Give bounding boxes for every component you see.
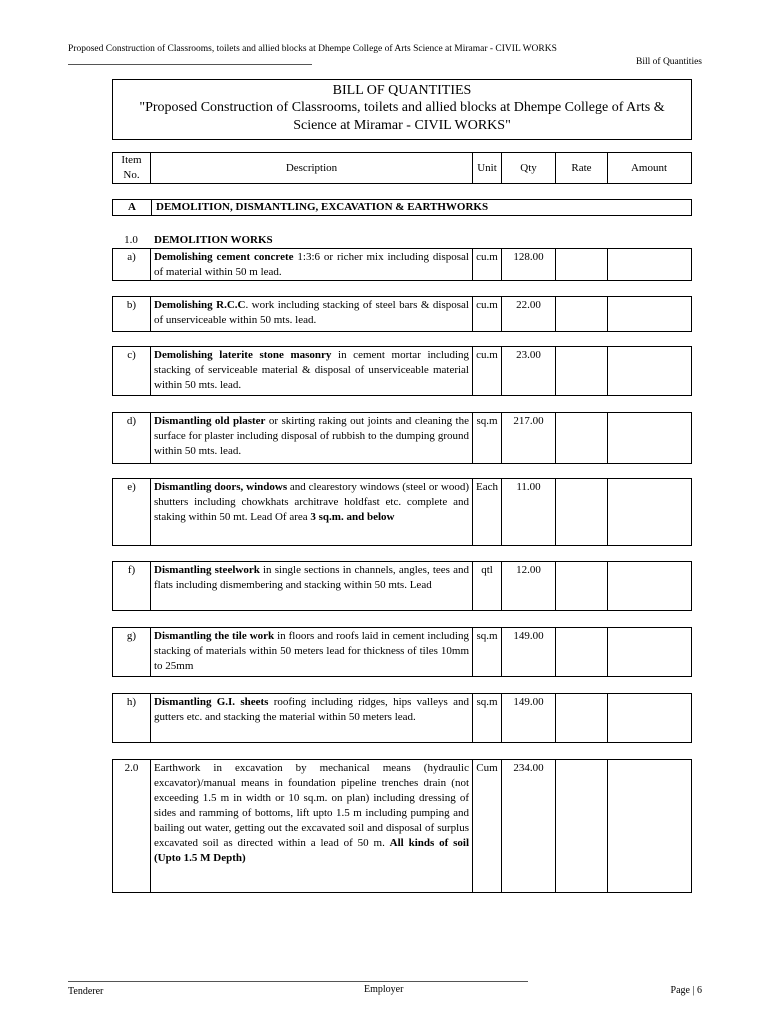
rate-cell (556, 297, 608, 331)
description-cell (151, 413, 473, 463)
table-row (112, 561, 692, 611)
table-row (112, 412, 692, 464)
table-row (112, 478, 692, 546)
column-header-qty: Qty (502, 153, 556, 183)
description-text: in single sections in channels, angles, tees and flats including dismembering and stacking within 50 mts. Lead (154, 564, 469, 591)
description-bold-lead: Dismantling the tile work (154, 630, 275, 642)
table-row (112, 693, 692, 743)
item-number-cell: d) (113, 413, 151, 463)
description-text: and clearestory windows (steel or wood) shutters including chowkhats architrave holdfast etc. complete and staking within 50 mt. Lead Of area (154, 481, 469, 523)
description-text: in cement mortar including stacking of serviceable material & disposal of unserviceable material within 50 mts. lead. (154, 349, 469, 391)
description-bold-lead: Dismantling old plaster (154, 415, 266, 427)
item-number-cell: c) (113, 347, 151, 395)
unit-cell: cu.m (473, 249, 502, 280)
table-row (112, 759, 692, 893)
amount-cell (608, 479, 691, 545)
description-bold-tail: All kinds of soil (Upto 1.5 M Depth) (154, 837, 470, 864)
qty-cell: 217.00 (502, 413, 556, 463)
header-rule (68, 64, 312, 65)
amount-cell (608, 760, 691, 892)
running-header-label: Bill of Quantities (636, 57, 702, 67)
document-title-box (112, 79, 692, 140)
unit-cell: sq.m (473, 628, 502, 676)
unit-cell: cu.m (473, 347, 502, 395)
qty-cell: 22.00 (502, 297, 556, 331)
qty-cell: 128.00 (502, 249, 556, 280)
item-number-cell: e) (113, 479, 151, 545)
description-cell (151, 562, 473, 610)
column-header-description: Description (151, 153, 473, 183)
description-bold-lead: Demolishing cement concrete (154, 251, 294, 263)
item-number-cell: a) (113, 249, 151, 280)
amount-cell (608, 297, 691, 331)
rate-cell (556, 760, 608, 892)
description-bold-lead: Dismantling doors, windows (154, 481, 288, 493)
document-subtitle: "Proposed Construction of Classrooms, toilets and allied blocks at Dhempe College of Arts & Science at Miramar - CIVIL WORKS" (139, 100, 665, 133)
description-text: roofing including ridges, hips valleys and gutters etc. and stacking the material within 50 meters lead. (154, 696, 469, 723)
description-text: Earthwork in excavation by mechanical means (hydraulic excavator)/manual means in foundation pipeline trenches drain (not exceeding 1.5 m in width or 10 sq.m. on plan) including dressing of sides and ramming of bottoms, lift upto 1.5 m including pumping and bailing out water, getting out the excavated soil and disposal of surplus excavated soil as directed within a lead of 50 m. (154, 762, 469, 849)
subsection-number: 1.0 (124, 234, 138, 246)
description-bold-lead: Demolishing laterite stone masonry (154, 349, 332, 361)
footer-rule (68, 981, 528, 982)
unit-cell: sq.m (473, 413, 502, 463)
description-cell (151, 628, 473, 676)
rate-cell (556, 694, 608, 742)
description-bold-lead: Dismantling G.I. sheets (154, 696, 269, 708)
amount-cell (608, 694, 691, 742)
column-header-rate: Rate (556, 153, 608, 183)
description-text: or skirting raking out joints and cleaning the surface for plaster including disposal of rubbish to the dumping ground within 50 mts. lead. (154, 415, 469, 457)
table-column-header (112, 152, 692, 184)
qty-cell: 11.00 (502, 479, 556, 545)
table-row (112, 627, 692, 677)
item-number-cell: h) (113, 694, 151, 742)
description-cell (151, 347, 473, 395)
description-bold-tail: 3 sq.m. and below (310, 511, 395, 523)
qty-cell: 149.00 (502, 628, 556, 676)
section-heading (112, 199, 692, 216)
footer-page-number: Page | 6 (670, 985, 702, 996)
unit-cell: sq.m (473, 694, 502, 742)
column-header-amount: Amount (630, 161, 668, 174)
description-text: . work including stacking of steel bars & disposal of unserviceable within 50 mts. lead. (154, 299, 469, 326)
qty-cell: 149.00 (502, 694, 556, 742)
description-cell (151, 479, 473, 545)
amount-cell (608, 249, 691, 280)
item-number-cell: g) (113, 628, 151, 676)
item-number-cell: f) (113, 562, 151, 610)
qty-cell: 234.00 (502, 760, 556, 892)
amount-cell (608, 413, 691, 463)
rate-cell (556, 249, 608, 280)
unit-cell: Each (473, 479, 502, 545)
qty-cell: 12.00 (502, 562, 556, 610)
rate-cell (556, 628, 608, 676)
amount-cell (608, 562, 691, 610)
document-title: BILL OF QUANTITIES (332, 83, 472, 98)
section-number: A (113, 200, 152, 215)
description-cell (151, 297, 473, 331)
table-row (112, 296, 692, 332)
footer-tenderer: Tenderer (68, 986, 104, 997)
footer-employer: Employer (364, 984, 404, 995)
table-row (112, 346, 692, 396)
running-header-title: Proposed Construction of Classrooms, toilets and allied blocks at Dhempe College of Arts Science at Miramar - CIVIL WORKS (68, 44, 557, 54)
table-row (112, 248, 692, 281)
amount-cell (608, 628, 691, 676)
item-number-cell: 2.0 (113, 760, 151, 892)
unit-cell: cu.m (473, 297, 502, 331)
description-cell (151, 694, 473, 742)
description-bold-lead: Dismantling steelwork (154, 564, 260, 576)
unit-cell: qtl (473, 562, 502, 610)
description-bold-lead: Demolishing R.C.C (154, 299, 246, 311)
description-cell (151, 760, 473, 892)
rate-cell (556, 347, 608, 395)
description-text: 1:3:6 or richer mix including disposal of material within 50 m lead. (154, 251, 469, 278)
section-label: DEMOLITION, DISMANTLING, EXCAVATION & EARTHWORKS (156, 201, 489, 213)
description-text: in floors and roofs laid in cement including stacking of materials within 50 meters lead for thickness of tiles 10mm to 25mm (154, 630, 469, 672)
item-number-cell: b) (113, 297, 151, 331)
description-cell (151, 249, 473, 280)
unit-cell: Cum (473, 760, 502, 892)
qty-cell: 23.00 (502, 347, 556, 395)
subsection-label: DEMOLITION WORKS (154, 234, 273, 246)
rate-cell (556, 413, 608, 463)
rate-cell (556, 562, 608, 610)
rate-cell (556, 479, 608, 545)
column-header-item-no: Item No. (113, 153, 151, 183)
amount-cell (608, 347, 691, 395)
column-header-unit: Unit (473, 153, 502, 183)
